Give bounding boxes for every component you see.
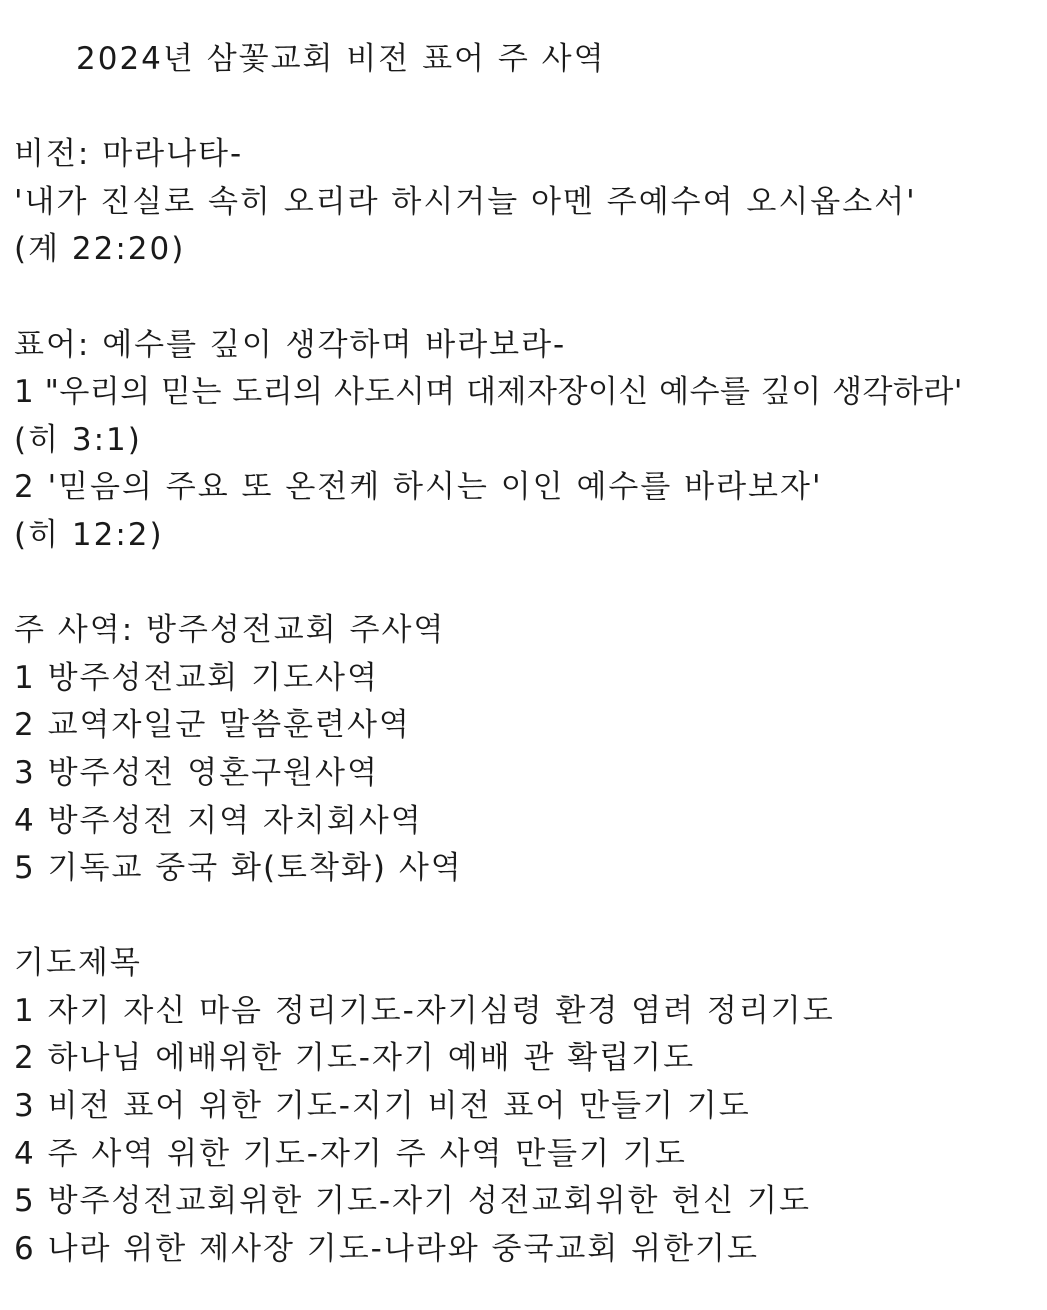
vision-verse: '내가 진실로 속히 오리라 하시거늘 아멘 주예수여 오시옵소서': [14, 183, 917, 220]
motto-verse-2: 2 '믿음의 주요 또 온전케 하시는 이인 예수를 바라보자': [14, 469, 823, 506]
ministry-heading: 주 사역: 방주성전교회 주사역: [14, 612, 446, 649]
prayer-item: 2 하나님 에배위한 기도-자기 예배 관 확립기도: [14, 1040, 696, 1077]
prayer-item: 5 방주성전교회위한 기도-자기 성전교회위한 헌신 기도: [14, 1183, 811, 1220]
document-title: 2024년 삼꽃교회 비전 표어 주 사역: [76, 41, 606, 77]
ministry-item: 4 방주성전 지역 자치회사역: [14, 802, 423, 839]
prayer-item: 1 자기 자신 마음 정리기도-자기심령 환경 염려 정리기도: [14, 992, 835, 1029]
vision-reference: (계 22:20): [14, 231, 186, 268]
prayer-item: 3 비전 표어 위한 기도-지기 비전 표어 만들기 기도: [14, 1088, 751, 1125]
document-body: [14, 36, 1039, 1273]
spacer: [14, 893, 1039, 941]
prayer-item: 6 나라 위한 제사장 기도-나라와 중국교회 위한기도: [14, 1230, 759, 1267]
motto-heading: 표어: 예수를 깊이 생각하며 바라보라-: [14, 326, 567, 363]
ministry-item: 1 방주성전교회 기도사역: [14, 659, 379, 696]
motto-reference-1: (히 3:1): [14, 421, 142, 458]
prayer-heading: 기도제목: [14, 945, 142, 982]
spacer: [14, 560, 1039, 608]
ministry-item: 3 방주성전 영혼구원사역: [14, 754, 379, 791]
motto-verse-1: 1 "우리의 믿는 도리의 사도시며 대제자장이신 예수를 깊이 생각하라': [14, 374, 963, 411]
spacer: [14, 84, 1039, 132]
prayer-item: 4 주 사역 위한 기도-자기 주 사역 만들기 기도: [14, 1135, 687, 1172]
spacer: [14, 274, 1039, 322]
ministry-item: 5 기독교 중국 화(토착화) 사역: [14, 850, 463, 887]
motto-reference-2: (히 12:2): [14, 516, 164, 553]
vision-heading: 비전: 마라나타-: [14, 136, 244, 173]
ministry-item: 2 교역자일군 말씀훈련사역: [14, 707, 411, 744]
